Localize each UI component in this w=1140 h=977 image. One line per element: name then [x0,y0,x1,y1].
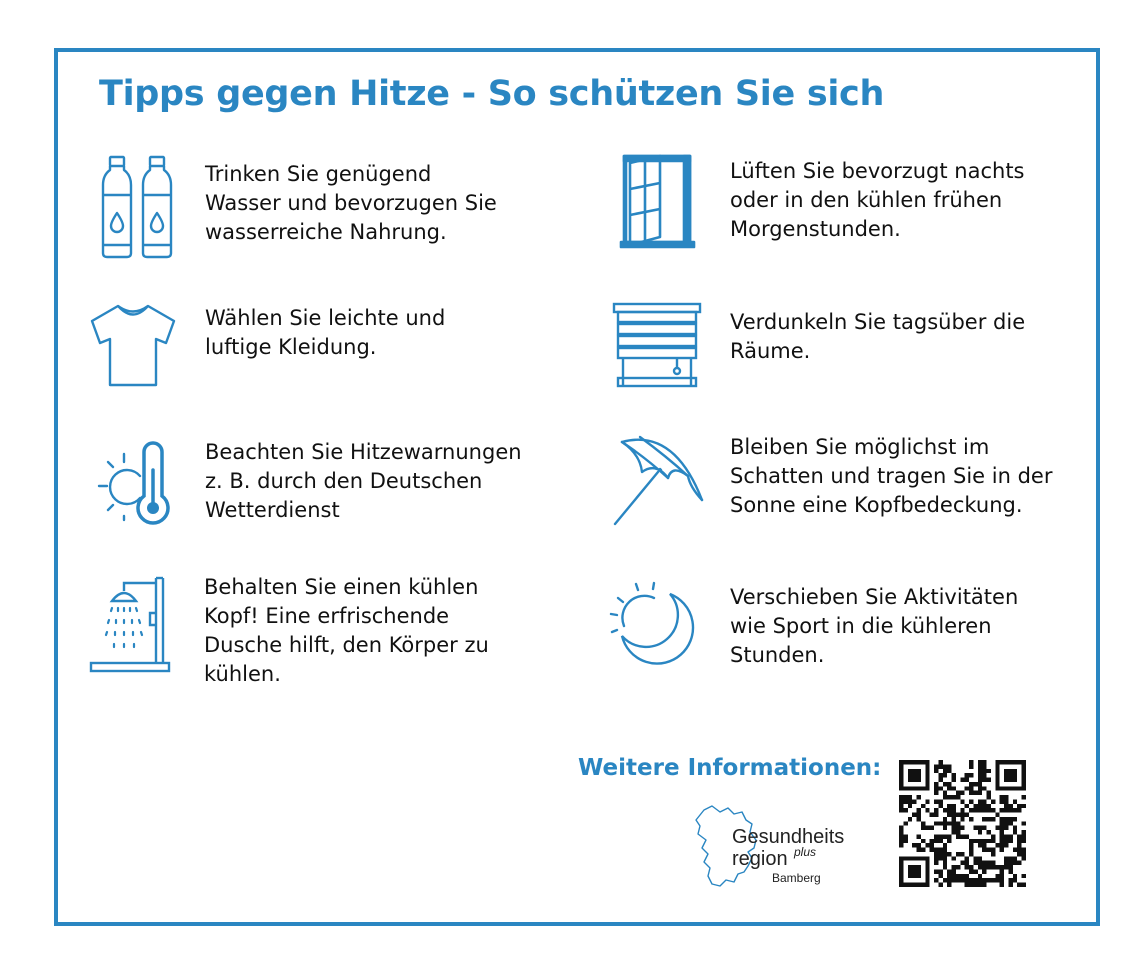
logo-line2: region [732,848,788,870]
page-title: Tipps gegen Hitze - So schützen Sie sich [99,74,885,114]
tshirt-icon [88,303,178,388]
logo-superscript: plus [794,845,817,859]
logo-sub: Bamberg [772,871,821,885]
tip-ventilate-night: Lüften Sie bevorzugt nachts oder in den kühlen frühen Morgenstunden. [730,159,1025,241]
sun-thermometer-icon [96,440,176,528]
tip-heat-warnings: Beachten Sie Hitzewarnungen z. B. durch den Deutschen Wetterdienst [205,440,522,522]
open-window-icon [618,153,698,251]
qr-code-icon[interactable] [899,760,1026,887]
parasol-icon [612,432,707,528]
more-info-heading: Weitere Informationen: [578,755,882,781]
logo-line1: Gesundheits [732,826,845,848]
tip-darken-rooms: Verdunkeln Sie tagsüber die Räume. [730,310,1026,363]
tip-stay-shade: Bleiben Sie möglichst im Schatten und tragen Sie in der Sonne eine Kopfbedeckung. [730,435,1053,517]
tip-shift-activities: Verschieben Sie Aktivitäten wie Sport in die kühleren Stunden. [730,585,1019,667]
window-blinds-icon [612,302,702,390]
sun-moon-icon [608,580,703,672]
tip-drink-water: Trinken Sie genügend Wasser und bevorzugen Sie wasserreiche Nahrung. [205,162,497,244]
tip-cool-shower: Behalten Sie einen kühlen Kopf! Eine erfrischende Dusche hilft, den Körper zu kühlen. [204,575,489,686]
water-bottles-icon [100,155,180,260]
shower-icon [90,575,172,675]
tip-light-clothing: Wählen Sie leichte und luftige Kleidung. [205,306,446,359]
